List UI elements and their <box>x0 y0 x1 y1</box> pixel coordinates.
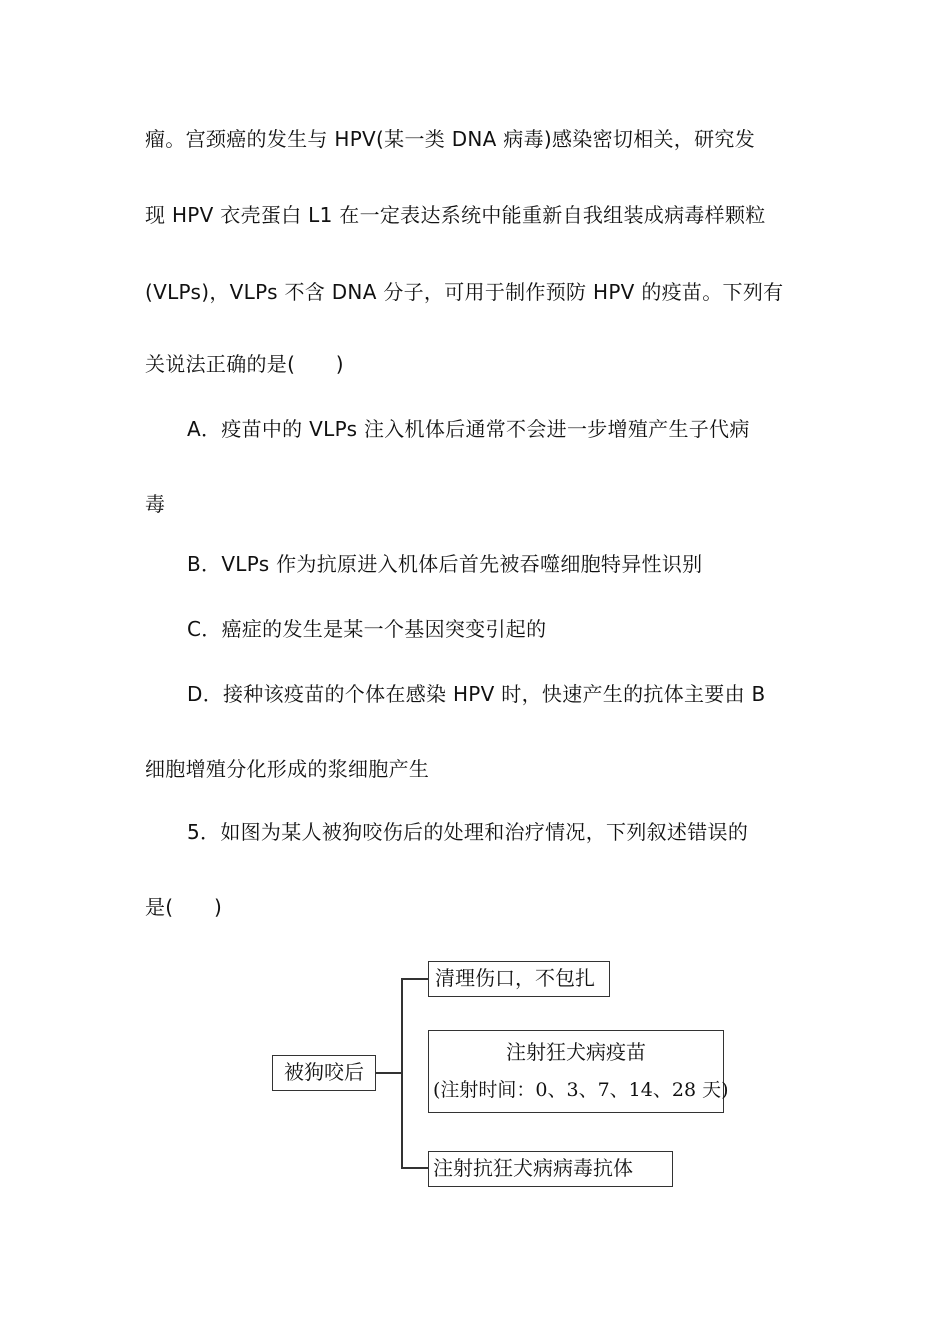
text-line-3: (VLPs)，VLPs 不含 DNA 分子，可用于制作预防 HPV 的疫苗。下列有 <box>145 280 784 304</box>
branch-2-note: (注射时间：0、3、7、14、28 天) <box>433 1079 729 1101</box>
option-c: C．癌症的发生是某一个基因突变引起的 <box>187 617 547 641</box>
branch-2-box <box>428 1030 729 1113</box>
branch-1-box: 清理伤口，不包扎 <box>428 961 610 997</box>
treatment-diagram <box>272 955 732 1195</box>
connector-horizontal <box>376 1072 402 1074</box>
connector-branch-1 <box>401 978 428 980</box>
text-line-2: 现 HPV 衣壳蛋白 L1 在一定表达系统中能重新自我组装成病毒样颗粒 <box>145 203 766 227</box>
branch-2-title: 注射狂犬病疫苗 <box>506 1040 646 1064</box>
option-a-line-2: 毒 <box>145 492 166 516</box>
root-box: 被狗咬后 <box>272 1055 376 1091</box>
option-d-line-2: 细胞增殖分化形成的浆细胞产生 <box>145 757 430 781</box>
connector-vertical <box>401 978 403 1168</box>
text-line-4: 关说法正确的是( ) <box>145 352 344 376</box>
option-d-line-1: D．接种该疫苗的个体在感染 HPV 时，快速产生的抗体主要由 B <box>187 682 766 706</box>
option-b: B．VLPs 作为抗原进入机体后首先被吞噬细胞特异性识别 <box>187 552 703 576</box>
option-a-line-1: A．疫苗中的 VLPs 注入机体后通常不会进一步增殖产生子代病 <box>187 417 750 441</box>
branch-3-box: 注射抗狂犬病病毒抗体 <box>428 1151 673 1187</box>
text-line-1: 瘤。宫颈癌的发生与 HPV(某一类 DNA 病毒)感染密切相关，研究发 <box>145 127 756 151</box>
connector-branch-3 <box>401 1167 428 1169</box>
question-5-line-2: 是( ) <box>145 895 223 919</box>
question-5-line-1: 5．如图为某人被狗咬伤后的处理和治疗情况，下列叙述错误的 <box>187 820 749 844</box>
